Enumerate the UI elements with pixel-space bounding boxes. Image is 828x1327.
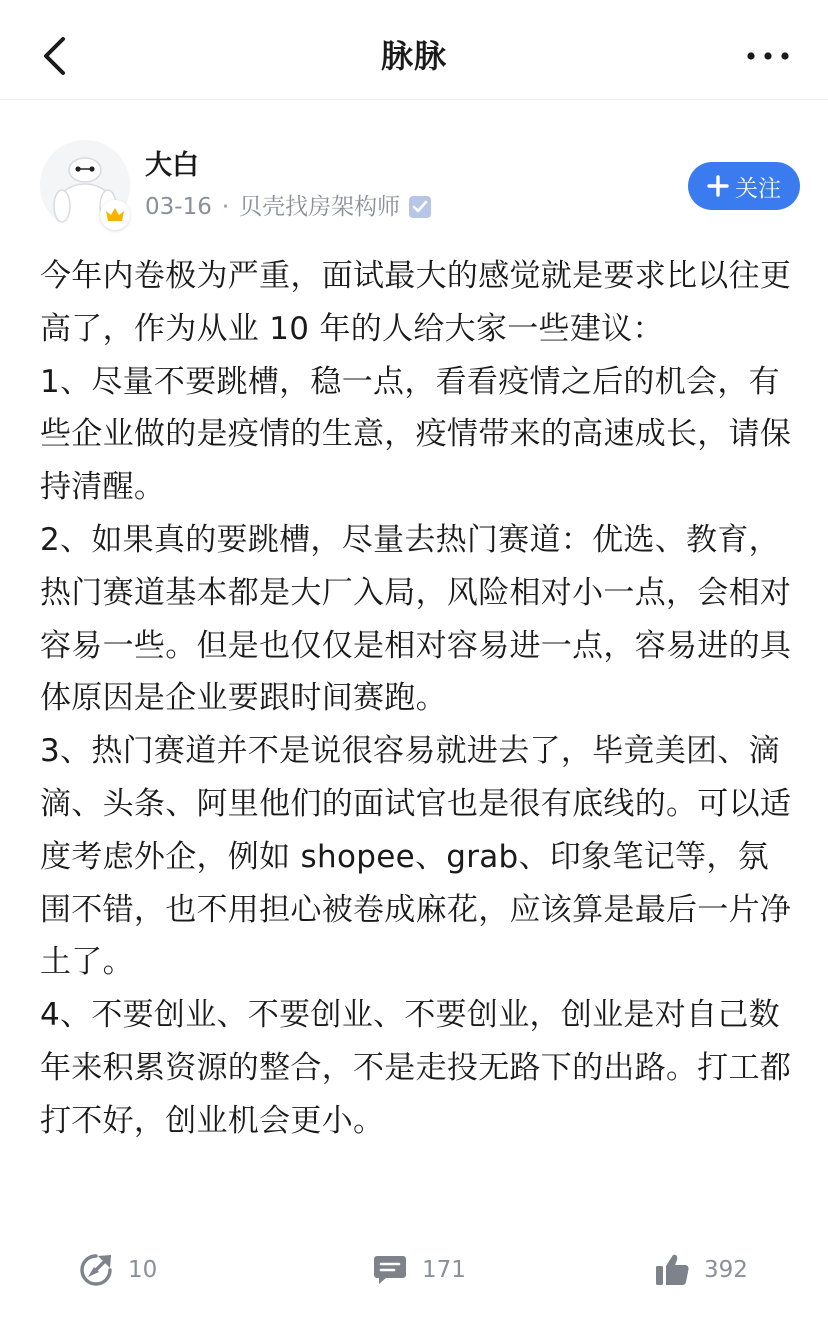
meta-separator: · — [221, 194, 230, 220]
share-button[interactable] — [78, 1245, 157, 1295]
crown-icon — [105, 207, 125, 223]
comment-count: 171 — [422, 1257, 466, 1283]
verified-badge — [408, 195, 432, 219]
follow-label: 关注 — [735, 175, 781, 202]
action-bar — [0, 1245, 828, 1295]
follow-button[interactable] — [688, 162, 800, 210]
like-count: 392 — [704, 1257, 748, 1283]
post-paragraph: 今年内卷极为严重，面试最大的感觉就是要求比以往更高了，作为从业 10 年的人给大家一些建议： — [40, 258, 792, 347]
share-count: 10 — [128, 1257, 158, 1283]
post-date: 03-16 — [145, 194, 212, 220]
post-paragraph: 4、不要创业、不要创业、不要创业，创业是对自己数年来积累资源的整合，不是走投无路下的出路。打工都打不好，创业机会更小。 — [40, 997, 792, 1139]
author-header — [40, 140, 800, 235]
plus-icon — [707, 175, 729, 197]
more-dots-icon — [746, 51, 790, 61]
like-button[interactable] — [654, 1245, 748, 1295]
comment-icon — [372, 1252, 408, 1288]
comment-button[interactable] — [372, 1245, 466, 1295]
more-button[interactable] — [738, 30, 798, 82]
verified-badge-icon — [408, 195, 432, 219]
nav-bar — [0, 0, 828, 100]
author-name[interactable]: 大白 — [145, 150, 199, 181]
share-icon — [78, 1252, 114, 1288]
author-meta — [145, 190, 432, 224]
author-title: 贝壳找房架构师 — [239, 194, 401, 220]
avatar[interactable] — [40, 140, 130, 230]
post-paragraph: 2、如果真的要跳槽，尽量去热门赛道：优选、教育，热门赛道基本都是大厂入局，风险相对小一点，会相对容易一些。但是也仅仅是相对容易进一点，容易进的具体原因是企业要跟时间赛跑。 — [40, 521, 792, 717]
post-paragraph: 1、尽量不要跳槽，稳一点，看看疫情之后的机会，有些企业做的是疫情的生意，疫情带来的高速成长，请保持清醒。 — [40, 363, 792, 506]
post-content — [40, 250, 792, 1148]
page-title: 脉脉 — [380, 37, 447, 75]
post-paragraph: 3、热门赛道并不是说很容易就进去了，毕竟美团、滴滴、头条、阿里他们的面试官也是很有底线的。可以适度考虑外企，例如 shopee、grab、印象笔记等，氛围不错，也不用担心被卷成麻花，应该算是最后一片净土了。 — [40, 733, 792, 981]
vip-badge — [100, 200, 130, 230]
thumbs-up-icon — [654, 1252, 690, 1288]
